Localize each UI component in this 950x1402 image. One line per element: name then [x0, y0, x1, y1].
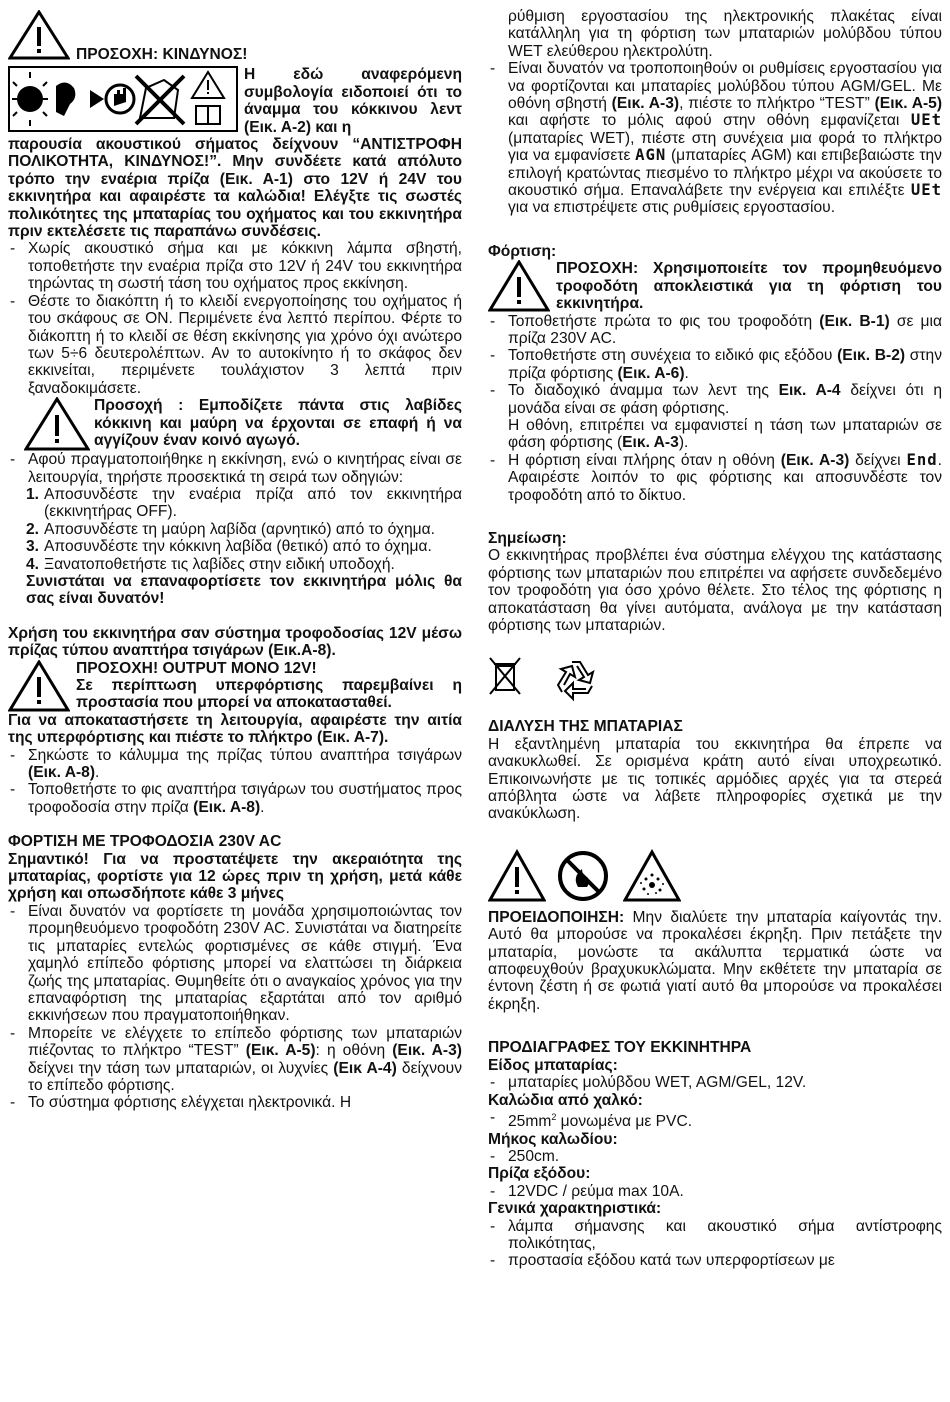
disposal-heading: ΔΙΑΛΥΣΗ ΤΗΣ ΜΠΑΤΑΡΙΑΣ: [488, 718, 683, 736]
hazard-pictograms-icon: [8, 66, 238, 132]
display-agm-code: AGN: [635, 146, 667, 165]
step-item: 4. Ξανατοποθετήστε τις λαβίδες στην ειδική υποδοχή.: [26, 555, 395, 573]
warning-triangle-icon: [24, 397, 90, 451]
warning-icons: [488, 849, 942, 909]
psu-warning: ΠΡΟΣΟΧΗ! OUTPUT MONO 12V! Σε περίπτωση υπερφόρτισης παρεμβαίνει η προστασία που μπορεί να αποκατασταθεί.: [8, 660, 462, 712]
list-item: - Τοποθετήστε πρώτα το φις του τροφοδότη (Εικ. Β-1) σε μια πρίζα 230V AC.: [490, 312, 942, 347]
warning-triangle-icon: [8, 10, 70, 60]
continued-text: ρύθμιση εργοστασίου της ηλεκτρονικής πλακέτας είναι κατάλληλη για τη φόρτιση των μπαταριών μολύβδου τύπου WET ελεύθερου ηλεκτρολύτη.: [508, 8, 942, 60]
spec-label: Μήκος καλωδίου:: [488, 1130, 618, 1148]
step-item: 1. Αποσυνδέστε την εναέρια πρίζα από τον εκκινητήρα (εκκινητήρας OFF).: [26, 485, 462, 521]
ac-important: Σημαντικό! Για να προστατέψετε την ακεραιότητα της μπαταρίας, φορτίστε για 12 ώρες πριν τη χρήση, μετά κάθε χρήση και οπωσδήποτε κάθε 3 μήνες: [8, 850, 462, 903]
spec-value: - μπαταρίες μολύβδου WET, AGM/GEL, 12V.: [490, 1074, 807, 1092]
spec-label: Πρίζα εξόδου:: [488, 1165, 591, 1183]
disposal-text: Η εξαντλημένη μπαταρία του εκκινητήρα θα έπρεπε να ανακυκλωθεί. Σε ορισμένα κράτη αυτό είναι υποχρεωτικό. Επικοινωνήστε με τις τοπικές αρμόδιες αρχές για τα στερεά απόβλητα ώστε να λάβετε πληροφορίες σχετικά με την ανακύκλωση.: [488, 735, 942, 823]
clamps-caution: Προσοχή : Εμποδίζετε πάντα στις λαβίδες κόκκινη και μαύρη να έρχονται σε επαφή ή να αγγίζουν έναν κοινό αγωγό.: [24, 397, 462, 451]
danger-title-row: [8, 10, 462, 63]
charge-warning: ΠΡΟΣΟΧΗ: Χρησιμοποιείτε τον προμηθευόμενο τροφοδότη αποκλειστικά για τη φόρτιση του εκκινητήρα.: [488, 260, 942, 312]
list-item: - Το σύστημα φόρτισης ελέγχεται ηλεκτρονικά. Η: [10, 1094, 352, 1112]
spec-value: - λάμπα σήμανσης και ακουστικό σήμα αντίστροφης πολικότητας,: [490, 1217, 942, 1252]
ac-heading: ΦΟΡΤΙΣΗ ΜΕ ΤΡΟΦΟΔΟΣΙΑ 230V AC: [8, 833, 282, 851]
list-item: - Αφού πραγματοποιήθηκε η εκκίνηση, ενώ ο κινητήρας είναι σε λειτουργία, τηρήστε προσεκτικά τη σειρά των οδηγιών:: [10, 451, 462, 486]
display-wet-code: UEt: [910, 181, 942, 200]
step-item: 3. Αποσυνδέστε την κόκκινη λαβίδα (θετικό) από το όχημα.: [26, 538, 432, 556]
recharge-note: Συνιστάται να επαναφορτίσετε τον εκκινητήρα μόλις θα σας είναι δυνατόν!: [26, 572, 462, 608]
step-item: 2. Αποσυνδέστε τη μαύρη λαβίδα (αρνητικό) από το όχημα.: [26, 520, 436, 538]
display-wet-code: UEt: [910, 111, 942, 130]
danger-text-full: παρουσία ακουστικού σήματος δείχνουν “ΑΝΤΙΣΤΡΟΦΗ ΠΟΛΙΚΟΤΗΤΑ, ΚΙΝΔΥΝΟΣ!”. Μην συνδέετε κατά απόλυτο τρόπο την εναέρια πρίζα (Εικ. Α-1) στο 12V ή 24V του εκκινητήρα και αφαιρέστε τα καλώδια! Ελέγξτε τις σωστές πολικότητες της μπαταρίας του οχήματος και του εκκινητήρα πριν εκτελέσετε τις παραπάνω συνδέσεις.: [8, 136, 462, 241]
list-item: - Είναι δυνατόν να τροποποιηθούν οι ρυθμίσεις εργοστασίου για να φορτίζονται και μπαταρίες μολύβδου τύπου AGM/GEL. Με οθόνη σβηστή (Εικ. Α-3), πιέστε το πλήκτρο “TEST” (Εικ. Α-5) και αφήστε το μόλις αφού στην οθόνη εμφανίζεται UEt (μπαταρίες WET), πιέστε στη συνέχεια μια φορά το πλήκτρο για να εμφανίσετε AGN (μπαταρίες AGM) και επιβεβαιώστε την επιλογή κρατώντας πιεσμένο το πλήκτρο μέχρι να ακούσετε το ακουστικό σήμα. Επαναλάβετε την ενέργεια και επιλέξτε UEt για να επιστρέψετε στις ρυθμίσεις εργοστασίου.: [490, 60, 943, 217]
warning-triangle-icon: [8, 660, 70, 712]
list-item: - Τοποθετήστε στη συνέχεια το ειδικό φις εξόδου (Εικ. Β-2) στην πρίζα φόρτισης (Εικ. Α-6).: [490, 347, 943, 382]
note-heading: Σημείωση:: [488, 529, 567, 547]
list-item: - Τοποθετήστε το φις αναπτήρα τσιγάρων του συστήματος προς τροφοδοσία στην πρίζα (Εικ. Α-8).: [10, 781, 462, 816]
spec-value: - $25mm^2$ μονωμένα με PVC.: [490, 1108, 693, 1131]
spec-value: - 12VDC / ρεύμα max 10A.: [490, 1182, 684, 1200]
list-item: - Θέστε το διακόπτη ή το κλειδί ενεργοποίησης του οχήματος ή του σκάφους σε ON. Περιμένετε ένα λεπτό περίπου. Φέρτε το διάκοπτη ή το κλειδί σε θέση εκκίνησης για χρόνο όχι ανώτερο των 5÷6 δευτερολέπτων. Αν το αυτοκίνητο ή το σκάφος δεν εκκινείται, περιμένετε τουλάχιστον 3 λεπτά πριν ξαναδοκιμάσετε.: [10, 292, 462, 397]
explosion-warning-icon: [623, 849, 681, 903]
recycle-icon: [552, 656, 600, 704]
recycling-icons: [488, 656, 942, 704]
danger-title: ΠΡΟΣΟΧΗ: ΚΙΝΔΥΝΟΣ!: [76, 46, 248, 63]
list-item: - Είναι δυνατόν να φορτίσετε τη μονάδα χρησιμοποιώντας τον προμηθευόμενο τροφοδότη 230V AC. Συνιστάται να διατηρείτε τις μπαταρίες εντελώς φορτισμένες σε κάθε στιγμή. Ένα χαμηλό επίπεδο φόρτισης μπορεί να ελαττώσει τη διάρκεια ζωής της μπαταρίας. Θυμηθείτε ότι ο αναγκαίος χρόνος για την επαναφόρτιση της μπαταρίας εξαρτάται από τον αριθμό εκκινήσεων που πραγματοποιήθηκαν.: [10, 902, 462, 1025]
list-item: - Μπορείτε νε ελέγχετε το επίπεδο φόρτισης των μπαταριών πιέζοντας το πλήκτρο “TEST” (Εικ. Α-5): η οθόνη (Εικ. Α-3) δείχνει την τάση των μπαταριών, οι λυχνίες (Εικ Α-4) δείχνουν το επίπεδο φόρτισης.: [10, 1024, 462, 1094]
crossed-bin-icon: [488, 656, 522, 696]
spec-value: - προστασία εξόδου κατά των υπερφορτίσεων με: [490, 1252, 835, 1270]
danger-block: [8, 66, 462, 136]
spec-label: Καλώδια από χαλκό:: [488, 1091, 643, 1109]
list-item: - Χωρίς ακουστικό σήμα και με κόκκινη λάμπα σβηστή, τοποθετήστε την εναέρια πρίζα στο 12V ή 24V του εκκινητήρα τηρώντας τη σωστή τάση του οχήματος προς εκκίνηση.: [10, 240, 462, 293]
psu-warning-full: Για να αποκαταστήσετε τη λειτουργία, αφαιρέστε την αιτία της υπερφόρτισης και πιέστε το πλήκτρο (Εικ. Α-7).: [8, 711, 462, 747]
display-end-code: End: [906, 450, 938, 469]
spec-value: - 250cm.: [490, 1147, 560, 1165]
list-item: - Η φόρτιση είναι πλήρης όταν η οθόνη (Εικ. Α-3) δείχνει End. Αφαιρέστε λοιπόν το φις φόρτισης και αποσυνδέστε τον τροφοδότη από το δίκτυο.: [490, 450, 942, 504]
warning-triangle-icon: [488, 260, 550, 312]
spec-label: Γενικά χαρακτηριστικά:: [488, 1200, 662, 1218]
list-item: - Το διαδοχικό άναμμα των λεντ της Εικ. Α-4 δείχνει ότι η μονάδα είναι σε φάση φόρτισης. Η οθόνη, επιτρέπει να εμφανιστεί η τάση των μπαταριών σε φάση φόρτισης (Εικ. Α-3).: [490, 382, 942, 452]
left-column: [8, 0, 462, 1112]
danger-text-side: Η εδώ αναφερόμενη συμβολογία ειδοποιεί ότι το άναμμα του κόκκινου λεντ (Εικ. Α-2) και η: [244, 66, 462, 136]
no-fire-icon: [556, 849, 610, 903]
charge-heading: Φόρτιση:: [488, 242, 557, 260]
spec-label: Είδος μπαταρίας:: [488, 1056, 618, 1074]
spec-heading: ΠΡΟΔΙΑΓΡΑΦΕΣ ΤΟΥ ΕΚΚΙΝΗΤΗΡΑ: [488, 1039, 752, 1057]
note-text: Ο εκκινητήρας προβλέπει ένα σύστημα ελέγχου της κατάστασης φόρτισης των μπαταριών που επιτρέπει να αφήσετε συνδεδεμένο τον τροφοδότη για όσο χρόνο θέλετε. Στο τέλος της φόρτισης η αποκατάσταση θα γίνει αυτόματα, ανάλογα με την κατάσταση φόρτισης των μπαταριών.: [488, 547, 942, 634]
list-item: - Σηκώστε το κάλυμμα της πρίζας τύπου αναπτήρα τσιγάρων (Εικ. Α-8).: [10, 746, 462, 782]
right-column: [488, 0, 942, 1270]
warning-triangle-icon: [488, 849, 546, 903]
battery-warning: ΠΡΟΕΙΔΟΠΟΙΗΣΗ: Μην διαλύετε την μπαταρία καίγοντάς την. Αυτό θα μπορούσε να προκαλέσει έκρηξη. Πριν πετάξετε την μπαταρία, μονώστε τα ακάλυπτα τερματικά ώστε να αποφευχθούν βραχυκυκλώματα. Μην εκθέτετε την μπαταρία σε έντονη ζέστη ή σε φωτιά γιατί αυτό θα μπορούσε να προκαλέσει έκρηξη.: [488, 908, 942, 1013]
psu-heading: Χρήση του εκκινητήρα σαν σύστημα τροφοδοσίας 12V μέσω πρίζας τύπου αναπτήρα τσιγάρων (Εικ.Α-8).: [8, 624, 462, 660]
